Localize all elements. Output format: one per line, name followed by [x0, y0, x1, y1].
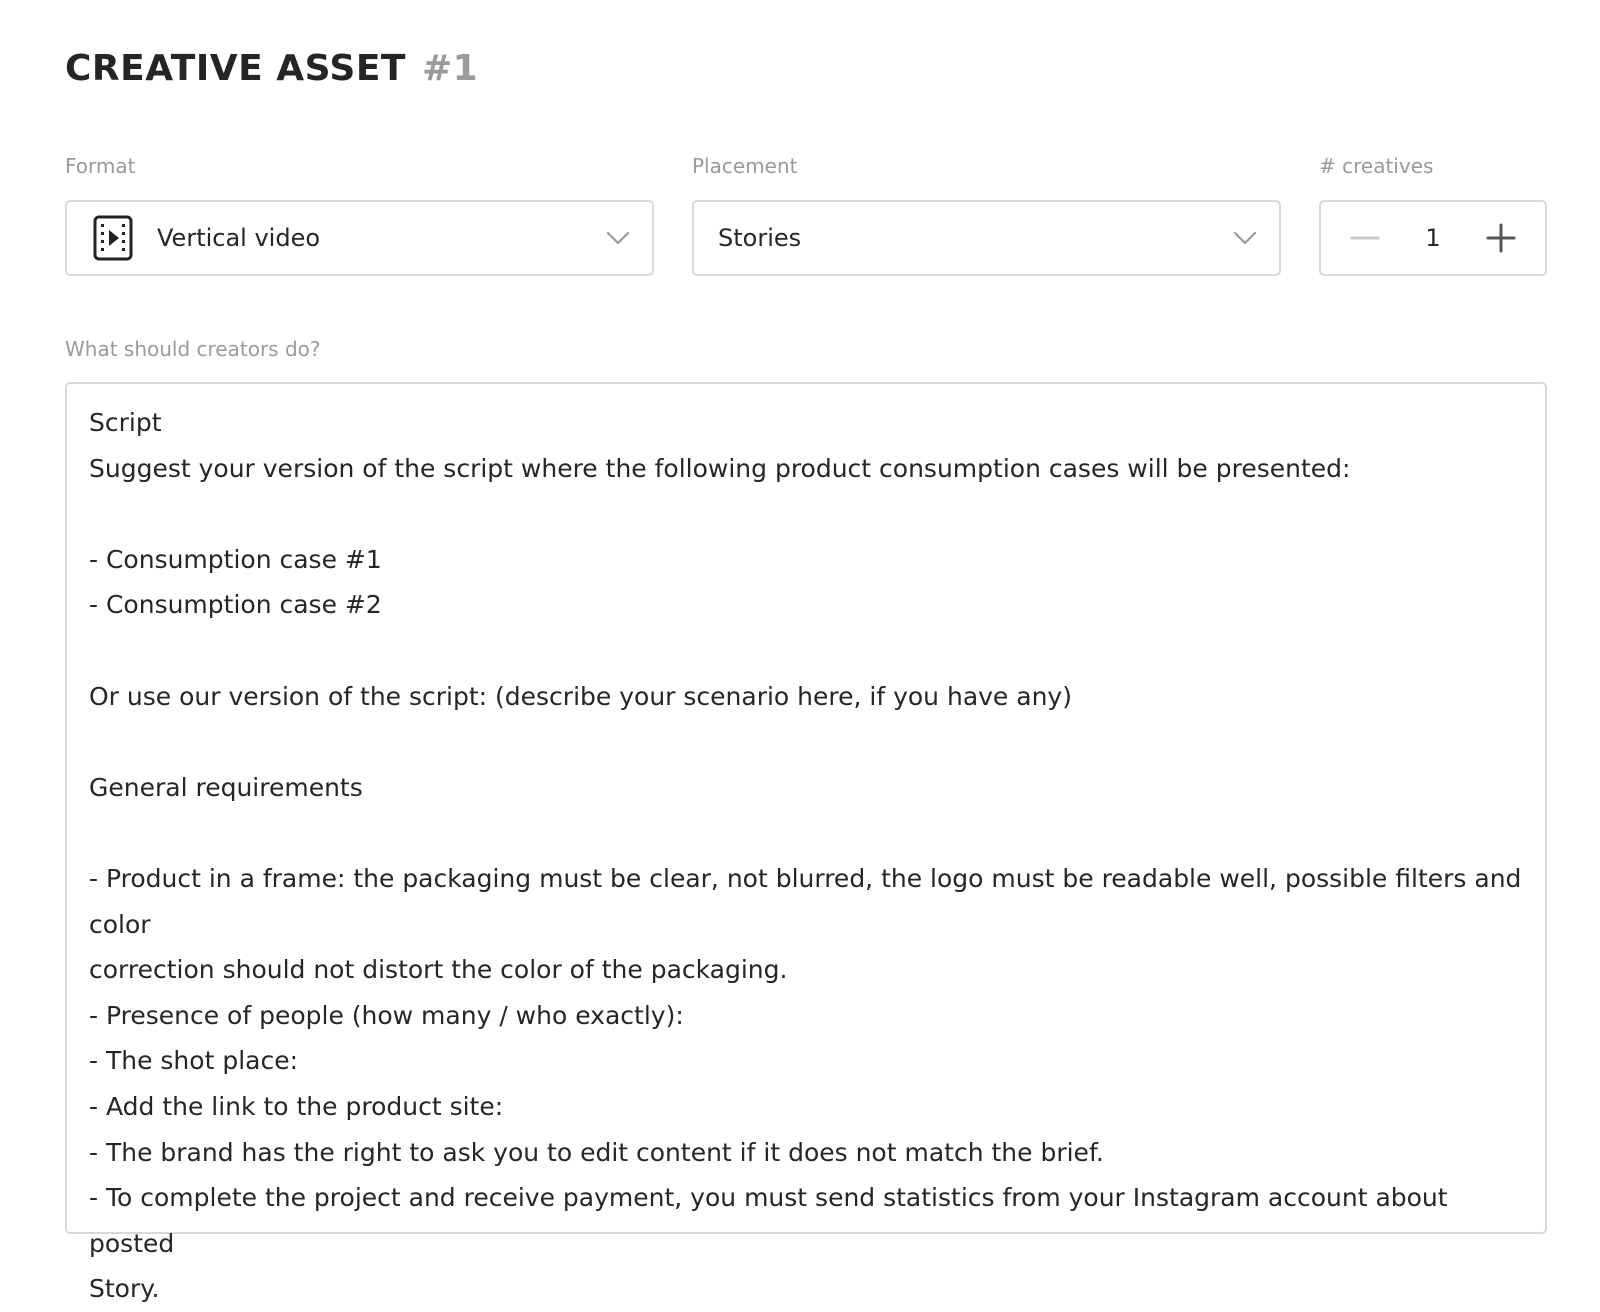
- brief-line: - Consumption case #1: [89, 544, 382, 574]
- plus-icon: [1486, 223, 1516, 253]
- brief-line: - Consumption case #2: [89, 590, 382, 620]
- brief-line: [89, 491, 1523, 537]
- brief-textarea[interactable]: [65, 382, 1547, 1304]
- creatives-label: # creatives: [1319, 154, 1434, 178]
- chevron-down-icon: [606, 231, 630, 245]
- asset-number: #1: [421, 47, 479, 89]
- brief-line: [89, 719, 1523, 765]
- brief-line: [89, 810, 1523, 856]
- brief-line: - Presence of people (how many / who exactly):: [89, 1000, 684, 1030]
- vertical-video-icon: [93, 215, 133, 261]
- page-title: [65, 42, 478, 94]
- creatives-stepper[interactable]: [1319, 200, 1547, 276]
- format-select[interactable]: [65, 200, 654, 276]
- brief-line: - Product in a frame: the packaging must be clear, not blurred, the logo must be readable well, possible filters and color: [89, 863, 1530, 939]
- brief-line: - Add the link to the product site:: [89, 1091, 504, 1121]
- brief-line: - The shot place:: [89, 1046, 299, 1076]
- placement-label: Placement: [692, 154, 798, 178]
- brief-label: What should creators do?: [65, 337, 321, 361]
- format-label: Format: [65, 154, 136, 178]
- page-title-text: CREATIVE ASSET: [65, 47, 406, 89]
- increment-button[interactable]: [1483, 220, 1519, 256]
- creatives-value[interactable]: 1: [1425, 224, 1441, 252]
- brief-line: Story.: [89, 1274, 160, 1304]
- format-value: Vertical video: [157, 224, 321, 252]
- brief-line: [89, 628, 1523, 674]
- placement-value: Stories: [718, 224, 802, 252]
- brief-line: - The brand has the right to ask you to edit content if it does not match the brief.: [89, 1137, 1104, 1167]
- brief-line: Script: [89, 408, 162, 437]
- brief-line: Suggest your version of the script where the following product consumption cases will be presented:: [89, 453, 1351, 483]
- chevron-down-icon: [1233, 231, 1257, 245]
- brief-line: correction should not distort the color of the packaging.: [89, 955, 788, 985]
- brief-line: General requirements: [89, 772, 363, 802]
- brief-line: Or use our version of the script: (describe your scenario here, if you have any): [89, 681, 1072, 711]
- decrement-button[interactable]: [1347, 220, 1383, 256]
- minus-icon: [1350, 223, 1380, 253]
- placement-select[interactable]: [692, 200, 1281, 276]
- brief-line: - To complete the project and receive payment, you must send statistics from your Instagram account about posted: [89, 1183, 1456, 1258]
